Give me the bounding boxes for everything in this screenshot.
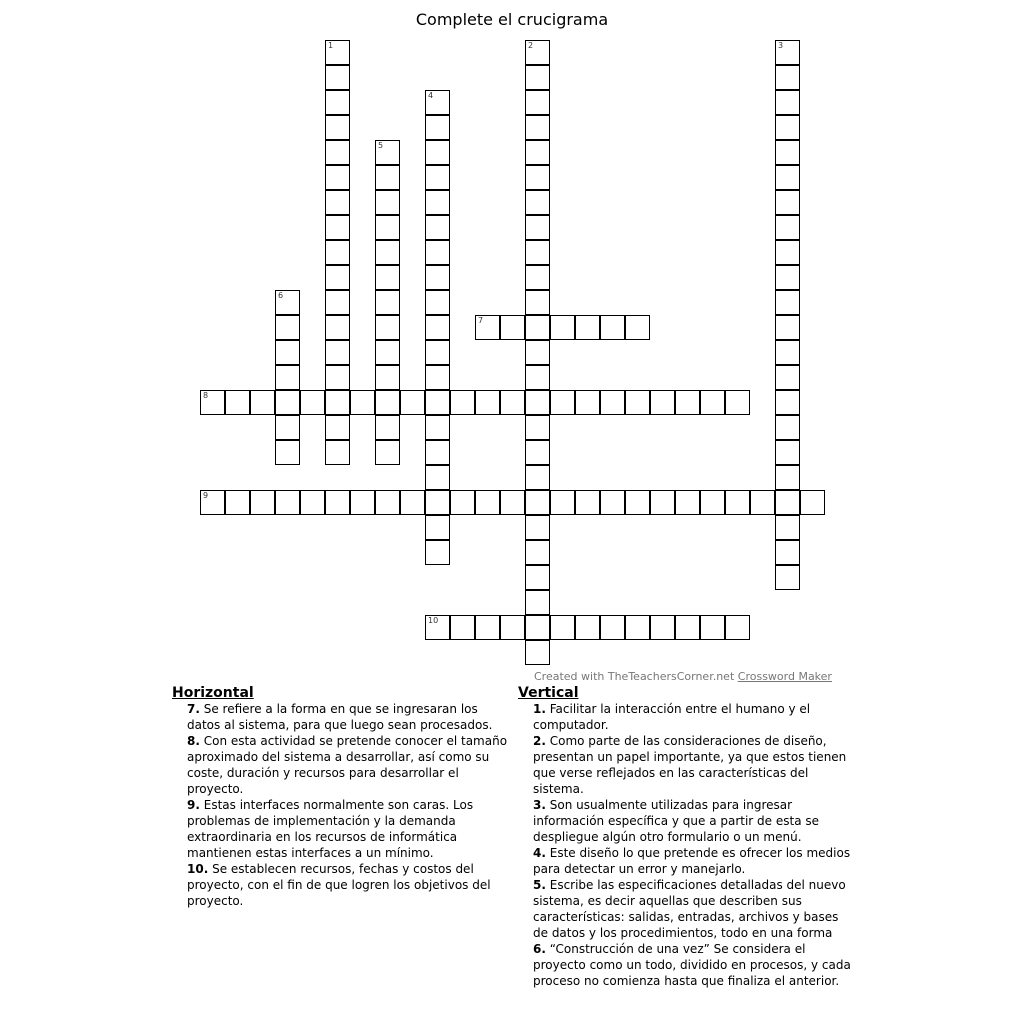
crossword-cell[interactable] xyxy=(425,415,450,440)
crossword-cell[interactable] xyxy=(325,40,350,65)
crossword-cell[interactable] xyxy=(325,165,350,190)
clue-number: 7. xyxy=(187,702,200,716)
crossword-cell[interactable] xyxy=(525,515,550,540)
crossword-cell[interactable] xyxy=(275,340,300,365)
crossword-cell[interactable] xyxy=(525,190,550,215)
crossword-cell[interactable] xyxy=(300,490,325,515)
credit-line xyxy=(534,670,832,683)
clue-number: 9 xyxy=(203,491,209,500)
crossword-cell[interactable] xyxy=(425,365,450,390)
horizontal-clues xyxy=(172,685,512,909)
crossword-cell[interactable] xyxy=(475,315,500,340)
crossword-cell[interactable] xyxy=(575,490,600,515)
crossword-cell[interactable] xyxy=(775,165,800,190)
crossword-cell[interactable] xyxy=(425,440,450,465)
crossword-cell[interactable] xyxy=(575,390,600,415)
crossword-cell[interactable] xyxy=(775,65,800,90)
crossword-cell[interactable] xyxy=(675,490,700,515)
crossword-cell[interactable] xyxy=(350,490,375,515)
crossword-cell[interactable] xyxy=(600,490,625,515)
crossword-cell[interactable] xyxy=(675,390,700,415)
clue-text: “Construcción de una vez” Se considera el proyecto como un todo, dividido en procesos, y cada proceso no comienza hasta que finaliza el anterior. xyxy=(533,942,851,988)
clue-text: Se establecen recursos, fechas y costos del proyecto, con el fin de que logren los objetivos del proyecto. xyxy=(187,862,491,908)
crossword-cell[interactable] xyxy=(325,115,350,140)
crossword-cell[interactable] xyxy=(775,265,800,290)
crossword-cell[interactable] xyxy=(425,540,450,565)
crossword-cell[interactable] xyxy=(300,390,325,415)
clue-number: 3. xyxy=(533,798,546,812)
clue-text: Como parte de las consideraciones de diseño, presentan un papel importante, ya que estos tienen que verse reflejados en las características del sistema. xyxy=(533,734,847,796)
crossword-cell[interactable] xyxy=(775,390,800,415)
crossword-cell[interactable] xyxy=(475,390,500,415)
clue-number: 4. xyxy=(533,846,546,860)
crossword-cell[interactable] xyxy=(525,265,550,290)
crossword-cell[interactable] xyxy=(525,165,550,190)
crossword-cell[interactable] xyxy=(500,490,525,515)
crossword-cell[interactable] xyxy=(525,315,550,340)
clue-number: 2 xyxy=(528,41,534,50)
clue-number: 9. xyxy=(187,798,200,812)
crossword-cell[interactable] xyxy=(525,340,550,365)
crossword-cell[interactable] xyxy=(525,290,550,315)
clue-item xyxy=(172,733,512,797)
crossword-cell[interactable] xyxy=(725,615,750,640)
horizontal-heading: Horizontal xyxy=(172,685,254,701)
crossword-cell[interactable] xyxy=(375,240,400,265)
clue-number: 6 xyxy=(278,291,284,300)
crossword-cell[interactable] xyxy=(225,390,250,415)
crossword-cell[interactable] xyxy=(525,415,550,440)
crossword-cell[interactable] xyxy=(475,490,500,515)
crossword-cell[interactable] xyxy=(325,290,350,315)
clue-item xyxy=(172,701,512,733)
crossword-cell[interactable] xyxy=(525,390,550,415)
crossword-cell[interactable] xyxy=(800,490,825,515)
clue-text: Con esta actividad se pretende conocer el tamaño aproximado del sistema a desarrollar, así como su coste, duración y recursos para desarrollar el proyecto. xyxy=(187,734,508,796)
clue-number: 8 xyxy=(203,391,209,400)
crossword-cell[interactable] xyxy=(525,90,550,115)
crossword-cell[interactable] xyxy=(775,140,800,165)
crossword-cell[interactable] xyxy=(625,615,650,640)
crossword-cell[interactable] xyxy=(325,390,350,415)
crossword-cell[interactable] xyxy=(325,240,350,265)
crossword-cell[interactable] xyxy=(525,490,550,515)
crossword-cell[interactable] xyxy=(325,215,350,240)
crossword-cell[interactable] xyxy=(525,40,550,65)
crossword-cell[interactable] xyxy=(700,490,725,515)
crossword-cell[interactable] xyxy=(725,390,750,415)
crossword-cell[interactable] xyxy=(425,515,450,540)
crossword-cell[interactable] xyxy=(200,390,225,415)
crossword-cell[interactable] xyxy=(775,240,800,265)
crossword-cell[interactable] xyxy=(775,490,800,515)
crossword-cell[interactable] xyxy=(425,90,450,115)
crossword-cell[interactable] xyxy=(500,615,525,640)
clue-item xyxy=(518,701,853,733)
crossword-cell[interactable] xyxy=(225,490,250,515)
crossword-cell[interactable] xyxy=(325,315,350,340)
crossword-cell[interactable] xyxy=(750,490,775,515)
crossword-cell[interactable] xyxy=(425,165,450,190)
crossword-cell[interactable] xyxy=(775,365,800,390)
crossword-cell[interactable] xyxy=(525,65,550,90)
crossword-cell[interactable] xyxy=(400,390,425,415)
crossword-cell[interactable] xyxy=(600,615,625,640)
clue-number: 3 xyxy=(778,41,784,50)
crossword-cell[interactable] xyxy=(775,565,800,590)
crossword-cell[interactable] xyxy=(525,540,550,565)
crossword-cell[interactable] xyxy=(375,390,400,415)
crossword-cell[interactable] xyxy=(500,315,525,340)
clue-item xyxy=(518,845,853,877)
crossword-cell[interactable] xyxy=(425,615,450,640)
crossword-cell[interactable] xyxy=(325,140,350,165)
crossword-maker-link[interactable]: Crossword Maker xyxy=(737,670,832,683)
crossword-cell[interactable] xyxy=(375,190,400,215)
crossword-cell[interactable] xyxy=(425,390,450,415)
page-title: Complete el crucigrama xyxy=(415,10,609,29)
crossword-cell[interactable] xyxy=(550,390,575,415)
crossword-cell[interactable] xyxy=(275,440,300,465)
crossword-cell[interactable] xyxy=(675,615,700,640)
crossword-cell[interactable] xyxy=(375,340,400,365)
crossword-cell[interactable] xyxy=(250,390,275,415)
crossword-cell[interactable] xyxy=(550,615,575,640)
crossword-cell[interactable] xyxy=(425,340,450,365)
crossword-cell[interactable] xyxy=(275,315,300,340)
crossword-cell[interactable] xyxy=(200,490,225,515)
crossword-cell[interactable] xyxy=(275,490,300,515)
crossword-cell[interactable] xyxy=(275,290,300,315)
crossword-cell[interactable] xyxy=(275,365,300,390)
clue-number: 1. xyxy=(533,702,546,716)
crossword-cell[interactable] xyxy=(525,590,550,615)
crossword-cell[interactable] xyxy=(350,390,375,415)
crossword-cell[interactable] xyxy=(325,340,350,365)
credit-text: Created with TheTeachersCorner.net xyxy=(534,670,735,683)
crossword-cell[interactable] xyxy=(450,615,475,640)
clue-number: 1 xyxy=(328,41,334,50)
crossword-cell[interactable] xyxy=(525,240,550,265)
crossword-cell[interactable] xyxy=(425,265,450,290)
crossword-cell[interactable] xyxy=(425,465,450,490)
vertical-clues xyxy=(518,685,853,989)
crossword-cell[interactable] xyxy=(700,390,725,415)
crossword-cell[interactable] xyxy=(325,490,350,515)
crossword-cell[interactable] xyxy=(325,190,350,215)
crossword-cell[interactable] xyxy=(775,90,800,115)
crossword-cell[interactable] xyxy=(625,390,650,415)
clue-text: Este diseño lo que pretende es ofrecer los medios para detectar un error y manejarlo. xyxy=(533,846,851,876)
crossword-cell[interactable] xyxy=(600,390,625,415)
crossword-cell[interactable] xyxy=(325,265,350,290)
crossword-cell[interactable] xyxy=(250,490,275,515)
crossword-cell[interactable] xyxy=(775,340,800,365)
clue-item xyxy=(518,797,853,845)
crossword-cell[interactable] xyxy=(325,440,350,465)
crossword-cell[interactable] xyxy=(375,315,400,340)
crossword-cell[interactable] xyxy=(400,490,425,515)
crossword-cell[interactable] xyxy=(425,215,450,240)
clue-text: Se refiere a la forma en que se ingresaran los datos al sistema, para que luego sean procesados. xyxy=(187,702,493,732)
crossword-cell[interactable] xyxy=(425,140,450,165)
crossword-cell[interactable] xyxy=(325,65,350,90)
crossword-cell[interactable] xyxy=(550,315,575,340)
crossword-cell[interactable] xyxy=(375,365,400,390)
clue-number: 4 xyxy=(428,91,434,100)
clue-number: 10. xyxy=(187,862,209,876)
crossword-cell[interactable] xyxy=(575,315,600,340)
crossword-cell[interactable] xyxy=(450,390,475,415)
crossword-cell[interactable] xyxy=(375,165,400,190)
crossword-cell[interactable] xyxy=(325,415,350,440)
crossword-cell[interactable] xyxy=(600,315,625,340)
vertical-heading: Vertical xyxy=(518,685,579,701)
crossword-cell[interactable] xyxy=(525,465,550,490)
crossword-cell[interactable] xyxy=(525,215,550,240)
clue-text: Facilitar la interacción entre el humano y el computador. xyxy=(533,702,811,732)
clue-number: 10 xyxy=(428,616,439,625)
crossword-cell[interactable] xyxy=(375,440,400,465)
crossword-cell[interactable] xyxy=(525,365,550,390)
crossword-cell[interactable] xyxy=(775,215,800,240)
crossword-cell[interactable] xyxy=(650,390,675,415)
crossword-cell[interactable] xyxy=(525,565,550,590)
clue-text: Son usualmente utilizadas para ingresar información específica y que a partir de esta se despliegue algún otro formulario o un menú. xyxy=(533,798,820,844)
crossword-cell[interactable] xyxy=(525,140,550,165)
crossword-cell[interactable] xyxy=(650,490,675,515)
crossword-cell[interactable] xyxy=(375,415,400,440)
crossword-cell[interactable] xyxy=(775,40,800,65)
crossword-cell[interactable] xyxy=(625,315,650,340)
clue-item xyxy=(172,797,512,861)
crossword-cell[interactable] xyxy=(425,290,450,315)
clue-item xyxy=(518,941,853,989)
crossword-cell[interactable] xyxy=(325,90,350,115)
clue-number: 7 xyxy=(478,316,484,325)
clue-number: 2. xyxy=(533,734,546,748)
crossword-cell[interactable] xyxy=(525,640,550,665)
clue-item xyxy=(172,861,512,909)
crossword-cell[interactable] xyxy=(500,390,525,415)
clue-item xyxy=(518,733,853,797)
crossword-cell[interactable] xyxy=(650,615,675,640)
crossword-cell[interactable] xyxy=(375,265,400,290)
crossword-cell[interactable] xyxy=(775,315,800,340)
clue-item xyxy=(518,877,853,941)
crossword-cell[interactable] xyxy=(375,215,400,240)
crossword-cell[interactable] xyxy=(425,240,450,265)
crossword-cell[interactable] xyxy=(475,615,500,640)
crossword-cell[interactable] xyxy=(525,440,550,465)
crossword-cell[interactable] xyxy=(775,515,800,540)
clue-number: 8. xyxy=(187,734,200,748)
crossword-cell[interactable] xyxy=(775,290,800,315)
crossword-cell[interactable] xyxy=(375,140,400,165)
crossword-cell[interactable] xyxy=(425,315,450,340)
crossword-cell[interactable] xyxy=(425,115,450,140)
crossword-cell[interactable] xyxy=(525,115,550,140)
crossword-cell[interactable] xyxy=(425,190,450,215)
crossword-cell[interactable] xyxy=(775,540,800,565)
crossword-cell[interactable] xyxy=(525,615,550,640)
crossword-cell[interactable] xyxy=(375,490,400,515)
crossword-cell[interactable] xyxy=(375,290,400,315)
crossword-cell[interactable] xyxy=(775,115,800,140)
crossword-cell[interactable] xyxy=(775,415,800,440)
clue-number: 5. xyxy=(533,878,546,892)
clue-number: 5 xyxy=(378,141,384,150)
crossword-cell[interactable] xyxy=(575,615,600,640)
crossword-cell[interactable] xyxy=(725,490,750,515)
crossword-cell[interactable] xyxy=(325,365,350,390)
crossword-cell[interactable] xyxy=(625,490,650,515)
clue-text: Escribe las especificaciones detalladas del nuevo sistema, es decir aquellas que describen sus características: salidas, entradas, archivos y bases de datos y los procedimientos, todo en una forma xyxy=(533,878,846,940)
clue-number: 6. xyxy=(533,942,546,956)
crossword-cell[interactable] xyxy=(275,390,300,415)
crossword-cell[interactable] xyxy=(775,465,800,490)
crossword-cell[interactable] xyxy=(450,490,475,515)
crossword-cell[interactable] xyxy=(275,415,300,440)
crossword-cell[interactable] xyxy=(775,440,800,465)
clue-text: Estas interfaces normalmente son caras. Los problemas de implementación y la demanda extraordinaria en los recursos de informática mantienen estas interfaces a un mínimo. xyxy=(187,798,474,860)
crossword-cell[interactable] xyxy=(775,190,800,215)
crossword-cell[interactable] xyxy=(550,490,575,515)
crossword-cell[interactable] xyxy=(700,615,725,640)
crossword-cell[interactable] xyxy=(425,490,450,515)
